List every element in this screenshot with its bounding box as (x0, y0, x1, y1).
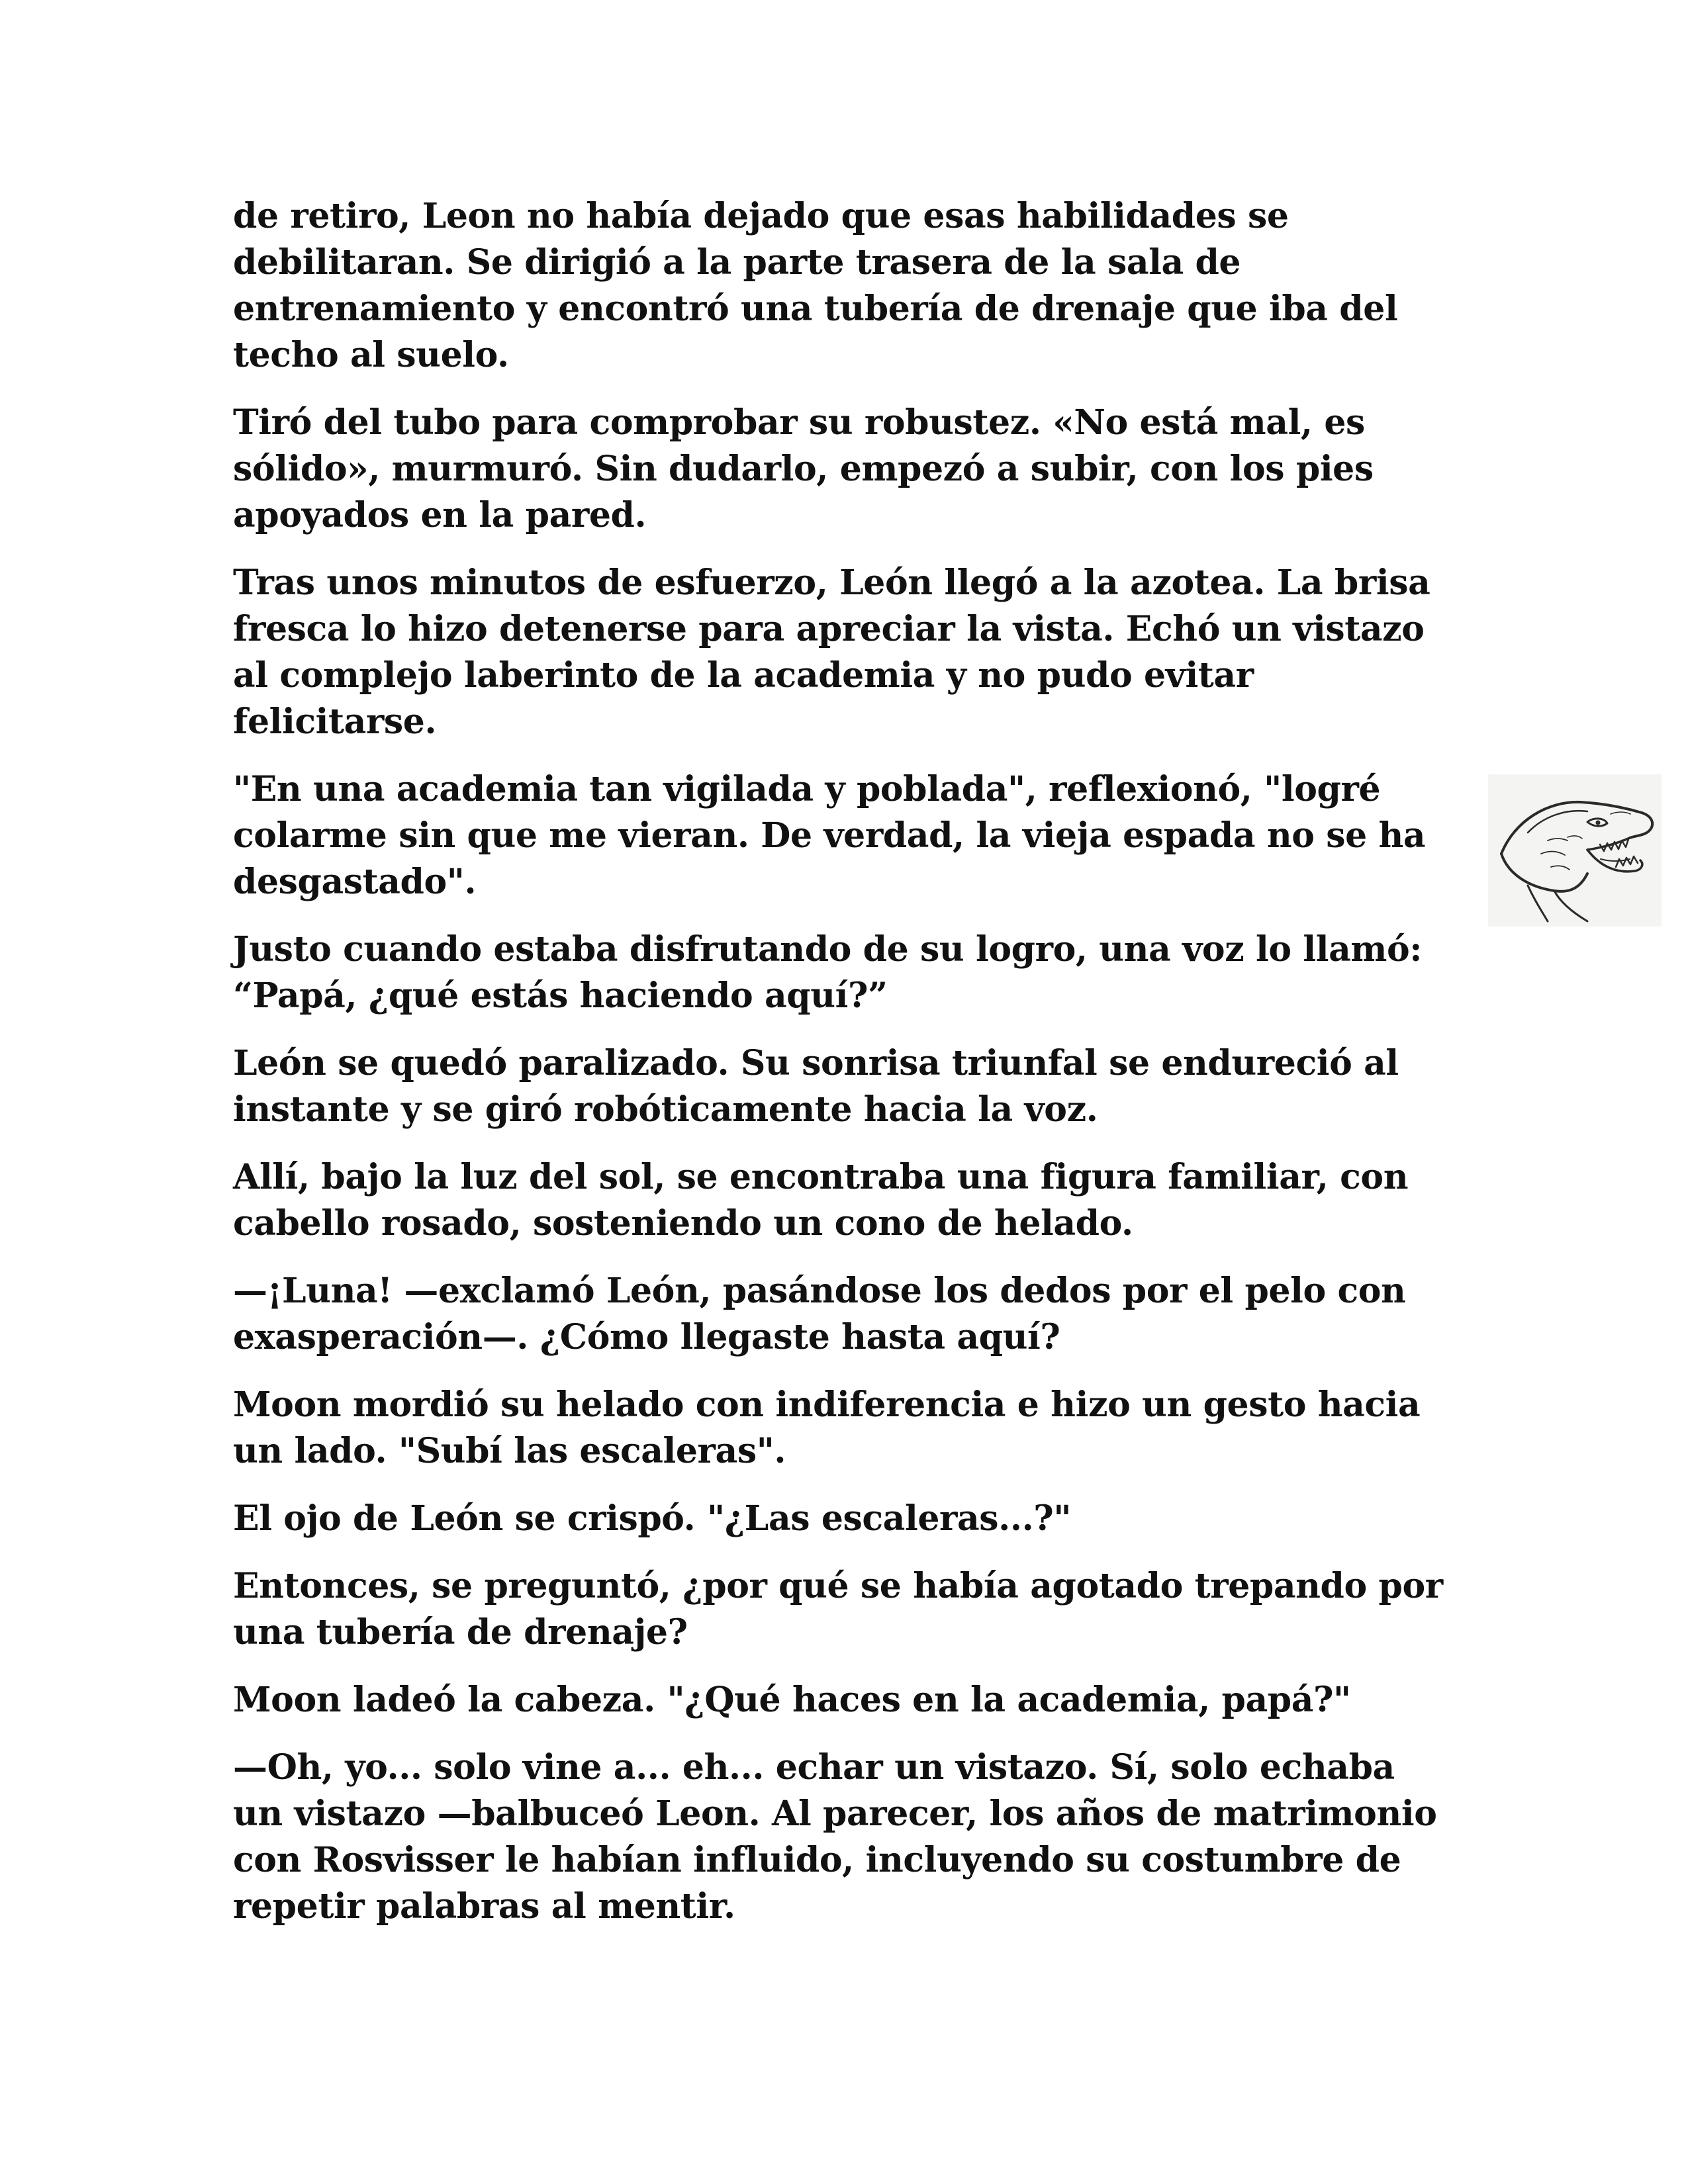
body-text (233, 193, 1451, 1951)
paragraph: Tras unos minutos de esfuerzo, León llegó a la azotea. La brisa fresca lo hizo detenerse para apreciar la vista. Echó un vistazo al complejo laberinto de la academia y no pudo evitar felicitarse. (233, 563, 1430, 742)
paragraph: Entonces, se preguntó, ¿por qué se había agotado trepando por una tubería de drenaje? (233, 1566, 1443, 1653)
paragraph: Moon ladeó la cabeza. "¿Qué haces en la academia, papá?" (233, 1680, 1351, 1720)
paragraph: El ojo de León se crispó. "¿Las escaleras...?" (233, 1498, 1072, 1539)
paragraph: Justo cuando estaba disfrutando de su logro, una voz lo llamó: “Papá, ¿qué estás haciendo aquí?” (233, 929, 1423, 1016)
paragraph: de retiro, Leon no había dejado que esas habilidades se debilitaran. Se dirigió a la parte trasera de la sala de entrenamiento y encontró una tubería de drenaje que iba del techo al suelo. (233, 196, 1398, 375)
dinosaur-head-sketch-icon (1488, 774, 1662, 927)
paragraph: Allí, bajo la luz del sol, se encontraba una figura familiar, con cabello rosado, sosteniendo un cono de helado. (233, 1157, 1409, 1244)
paragraph: Tiró del tubo para comprobar su robustez. «No está mal, es sólido», murmuró. Sin dudarlo, empezó a subir, con los pies apoyados en la pared. (233, 402, 1374, 535)
paragraph: "En una academia tan vigilada y poblada", reflexionó, "logré colarme sin que me vieran. De verdad, la vieja espada no se ha desgastado". (233, 769, 1426, 902)
paragraph: Moon mordió su helado con indiferencia e hizo un gesto hacia un lado. "Subí las escaleras". (233, 1385, 1421, 1471)
paragraph: —Oh, yo... solo vine a... eh... echar un vistazo. Sí, solo echaba un vistazo —balbuceó Leon. Al parecer, los años de matrimonio con Rosvisser le habían influido, incluyendo su costumbre de repetir palabras al mentir. (233, 1747, 1437, 1927)
paragraph: —¡Luna! —exclamó León, pasándose los dedos por el pelo con exasperación—. ¿Cómo llegaste hasta aquí? (233, 1271, 1406, 1357)
paragraph: León se quedó paralizado. Su sonrisa triunfal se endureció al instante y se giró robóticamente hacia la voz. (233, 1043, 1399, 1130)
